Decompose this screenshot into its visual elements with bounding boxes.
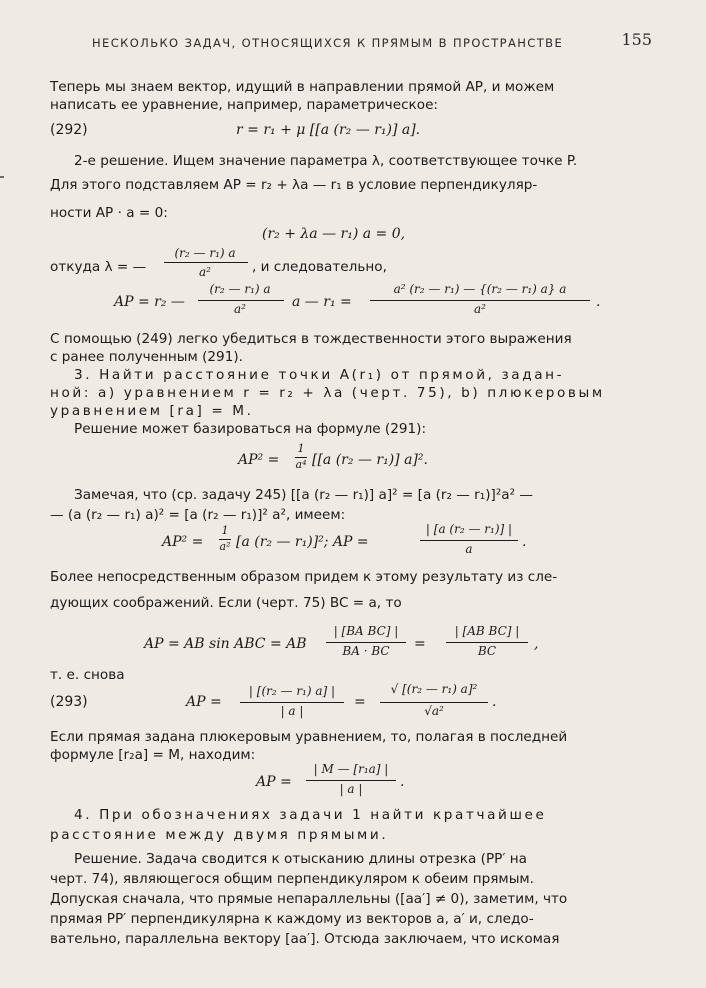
fraction-denominator: a² (474, 302, 486, 316)
fraction-bar (370, 300, 590, 301)
text-line: Решение может базироваться на формуле (291): (74, 421, 427, 437)
text-line: Решение. Задача сводится к отысканию длины отрезка (PP′ на (74, 851, 527, 867)
equation-end: . (492, 694, 497, 710)
text-line: формуле [r₂a] = M, находим: (50, 747, 256, 763)
text-line: Для этого подставляем AP = r₂ + λa — r₁ в условие перпендикуляр- (50, 177, 538, 193)
equation-perpendicular: (r₂ + λa — r₁) a = 0, (262, 226, 406, 242)
fraction-denominator: BA · BC (342, 644, 390, 658)
text-line: С помощью (249) легко убедиться в тождественности этого выражения (50, 331, 572, 347)
problem-heading: ной: а) уравнением r = r₂ + λa (черт. 75), b) плюкеровым (50, 385, 605, 401)
page-number: 155 (621, 30, 652, 49)
fraction-numerator: | [a (r₂ — r₁)] | (425, 522, 513, 536)
fraction-numerator: | [BA BC] | (333, 624, 399, 638)
text-line: черт. 74), являющегося общим перпендикуляром к обеим прямым. (50, 871, 534, 887)
fraction-numerator: 1 (297, 442, 305, 455)
equation-sine: AP = AB sin ABC = AB (144, 636, 307, 652)
fraction-bar (240, 702, 344, 703)
fraction-denominator: | a | (280, 704, 304, 718)
text-line: написать ее уравнение, например, параметрическое: (50, 97, 439, 113)
text-line: дующих соображений. Если (черт. 75) BC = a, то (50, 595, 402, 611)
text-line: , и следовательно, (252, 259, 387, 275)
equals-sign: = (354, 694, 366, 710)
equation-pluecker: AP = (256, 774, 292, 790)
equation-end: . (522, 534, 527, 550)
text-line: прямая PP′ перпендикулярна к каждому из векторов a, a′ и, следо- (50, 911, 534, 927)
equation-number: (292) (50, 122, 88, 138)
fraction-bar (446, 642, 528, 643)
problem-heading: 3. Найти расстояние точки A(r₁) от прямой, задан- (74, 367, 565, 383)
text-line: откуда λ = — (50, 259, 147, 275)
fraction-bar (380, 702, 488, 703)
fraction-denominator: a⁴ (295, 458, 307, 471)
problem-heading: расстояние между двумя прямыми. (50, 827, 389, 843)
fraction-denominator: a² (234, 302, 246, 316)
text-line: Теперь мы знаем вектор, идущий в направлении прямой AP, и можем (50, 79, 555, 95)
problem-heading: уравнением [ra] = M. (50, 403, 254, 419)
fraction-bar (420, 540, 518, 541)
fraction-numerator: (r₂ — r₁) a (209, 282, 271, 296)
running-title: НЕСКОЛЬКО ЗАДАЧ, ОТНОСЯЩИХСЯ К ПРЯМЫМ В ПРОСТРАНСТВЕ (92, 36, 564, 50)
text-line: Замечая, что (ср. задачу 245) [[a (r₂ — r₁)] a]² = [a (r₂ — r₁)]²a² — (74, 487, 533, 503)
fraction-numerator: | [AB BC] | (454, 624, 520, 638)
problem-heading: 4. При обозначениях задачи 1 найти кратчайшее (74, 807, 547, 823)
fraction-bar (306, 780, 396, 781)
fraction-bar (198, 300, 284, 301)
equals-sign: = (414, 636, 426, 652)
fraction-numerator: | M — [r₁a] | (313, 762, 389, 776)
fraction-numerator: (r₂ — r₁) a (174, 246, 236, 260)
fraction-denominator: a² (199, 265, 211, 279)
fraction-denominator: BC (477, 644, 497, 658)
equation-ap2: AP² = (238, 452, 280, 468)
equation-293: AP = (186, 694, 222, 710)
equation-end: . (400, 774, 405, 790)
fraction-denominator: a (465, 542, 473, 556)
fraction-numerator: | [(r₂ — r₁) a] | (248, 684, 336, 698)
fraction-denominator: | a | (339, 782, 363, 796)
text-line: Допуская сначала, что прямые непараллельны ([aa′] ≠ 0), заметим, что (50, 891, 568, 907)
equation-result-mid: [a (r₂ — r₁)]²; AP = (236, 534, 369, 550)
equation-result: AP² = (162, 534, 204, 550)
text-line: Более непосредственным образом придем к этому результату из сле- (50, 569, 558, 585)
text-line: — (a (r₂ — r₁) a)² = [a (r₂ — r₁)]² a², имеем: (50, 507, 346, 523)
equation-end: . (596, 294, 601, 310)
fraction-numerator: √ [(r₂ — r₁) a]² (390, 682, 478, 696)
fraction-bar (326, 642, 406, 643)
text-line: вательно, параллельна вектору [aa′]. Отсюда заключаем, что искомая (50, 931, 560, 947)
text-line: ности AP · a = 0: (50, 205, 168, 221)
text-line: т. е. снова (50, 667, 125, 683)
equation-292: r = r₁ + μ [[a (r₂ — r₁)] a]. (236, 122, 421, 138)
fraction-numerator: 1 (221, 524, 229, 537)
fraction-denominator: a² (219, 540, 231, 553)
equation-ap2-rest: [[a (r₂ — r₁)] a]². (312, 452, 428, 468)
equation-end: , (534, 636, 539, 652)
equation-ap: AP = r₂ — (114, 294, 185, 310)
text-line: 2-е решение. Ищем значение параметра λ, соответствующее точке P. (74, 153, 578, 169)
margin-mark (0, 176, 4, 178)
fraction-numerator: a² (r₂ — r₁) — {(r₂ — r₁) a} a (393, 282, 567, 296)
fraction-denominator: √a² (424, 704, 444, 718)
text-line: Если прямая задана плюкеровым уравнением, то, полагая в последней (50, 729, 568, 745)
equation-number: (293) (50, 694, 88, 710)
equation-ap-mid: a — r₁ = (292, 294, 352, 310)
text-line: с ранее полученным (291). (50, 349, 243, 365)
fraction-bar (164, 262, 248, 263)
